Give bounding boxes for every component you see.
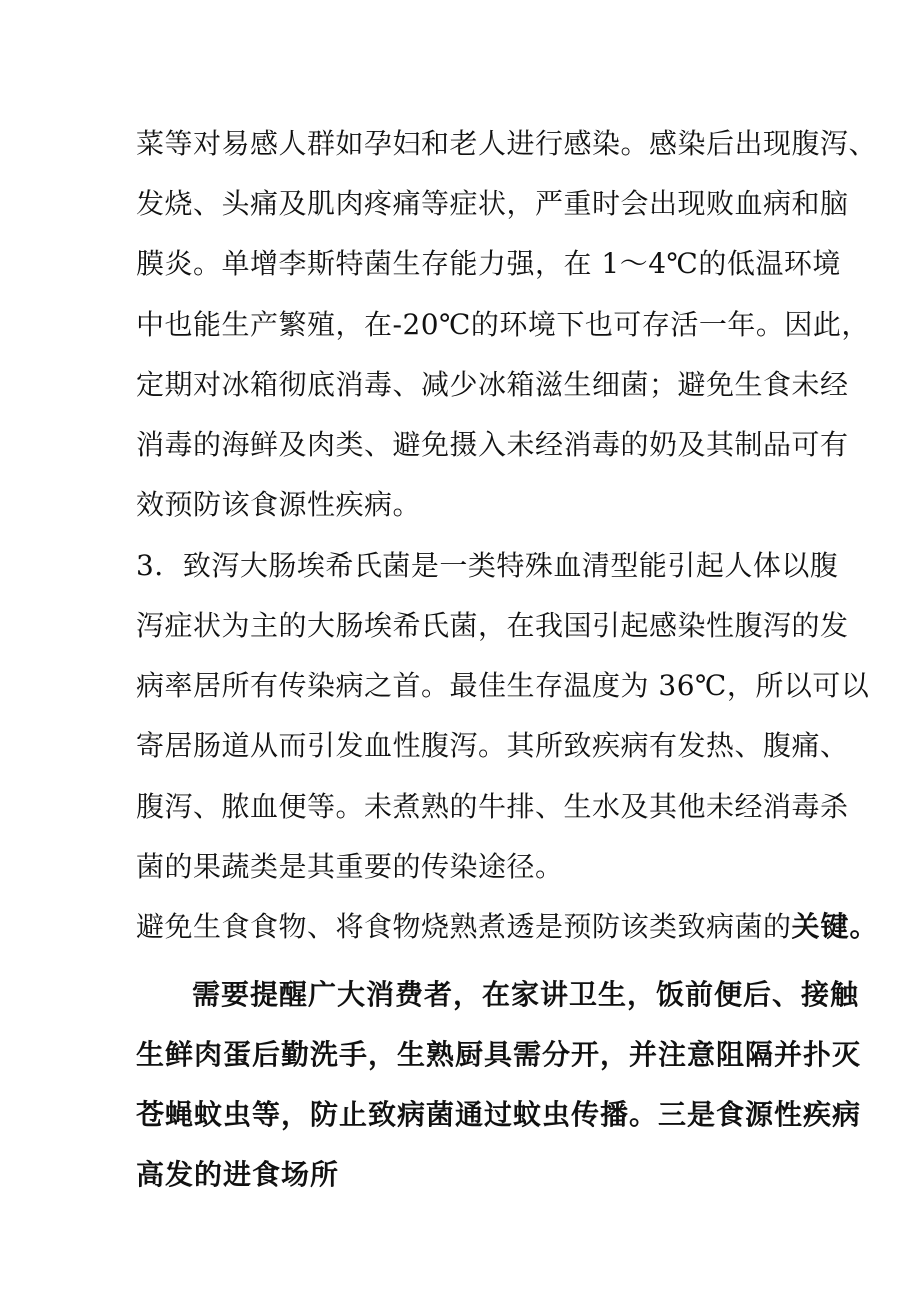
text-line-3: 膜炎。单增李斯特菌生存能力强，在 1～4℃的低温环境 <box>136 247 841 280</box>
text-line-4: 中也能生产繁殖，在-20℃的环境下也可存活一年。因此， <box>136 308 870 341</box>
text-line-7: 效预防该食源性疾病。 <box>136 488 422 521</box>
text-line-13: 菌的果蔬类是其重要的传染途径。 <box>136 850 564 883</box>
key-line-emphasis: 关键。 <box>791 910 879 943</box>
bold-line-4: 高发的进食场所 <box>136 1158 340 1191</box>
text-line-2: 发烧、头痛及肌肉疼痛等症状，严重时会出现败血病和脑 <box>136 187 849 220</box>
text-line-6: 消毒的海鲜及肉类、避免摄入未经消毒的奶及其制品可有 <box>136 428 849 461</box>
text-line-11: 寄居肠道从而引发血性腹泻。其所致疾病有发热、腹痛、 <box>136 729 849 762</box>
key-line-text: 避免生食食物、将食物烧熟煮透是预防该类致病菌的 <box>136 910 792 943</box>
key-line <box>136 910 879 944</box>
bold-line-1: 需要提醒广大消费者，在家讲卫生，饭前便后、接触 <box>192 978 860 1011</box>
text-line-8: 3．致泻大肠埃希氏菌是一类特殊血清型能引起人体以腹 <box>136 549 839 582</box>
text-line-5: 定期对冰箱彻底消毒、减少冰箱滋生细菌；避免生食未经 <box>136 368 849 401</box>
text-line-10: 病率居所有传染病之首。最佳生存温度为 36℃，所以可以 <box>136 669 870 702</box>
text-line-1: 菜等对易感人群如孕妇和老人进行感染。感染后出现腹泻、 <box>136 127 878 160</box>
text-line-12: 腹泻、脓血便等。未煮熟的牛排、生水及其他未经消毒杀 <box>136 790 849 823</box>
bold-line-2: 生鲜肉蛋后勤洗手，生熟厨具需分开，并注意阻隔并扑灭 <box>136 1038 862 1071</box>
text-line-9: 泻症状为主的大肠埃希氏菌，在我国引起感染性腹泻的发 <box>136 609 849 642</box>
bold-line-3: 苍蝇蚊虫等，防止致病菌通过蚊虫传播。三是食源性疾病 <box>136 1098 862 1131</box>
